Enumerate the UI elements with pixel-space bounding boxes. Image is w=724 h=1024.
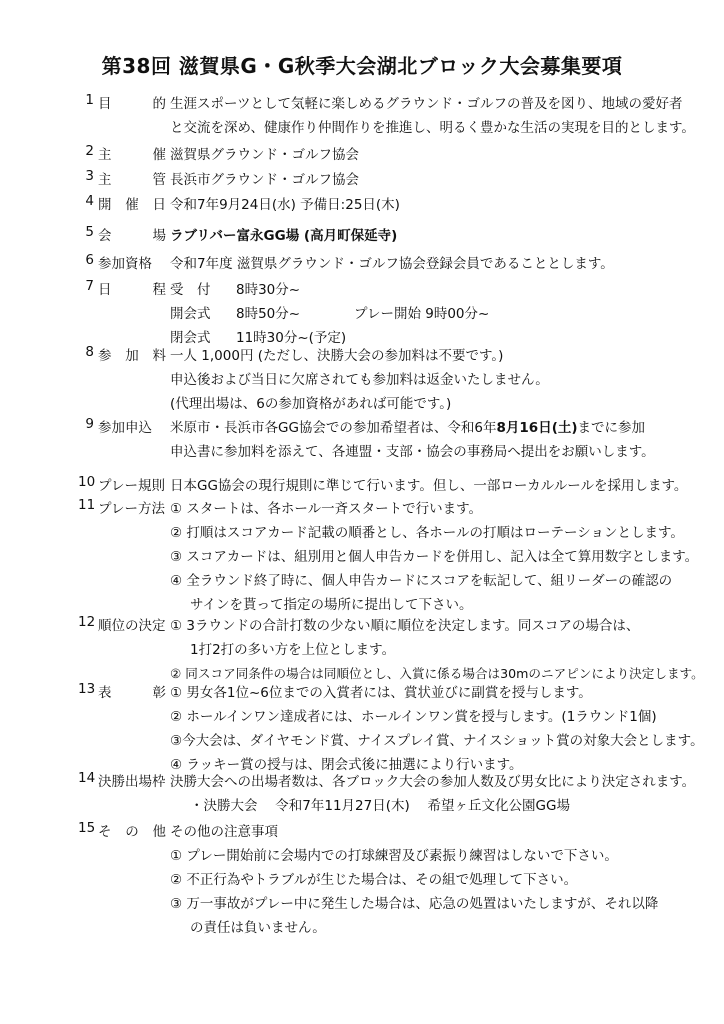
application-line: 米原市・長浜市各GG協会での参加希望者は、令和6年8月16日(土)までに参加: [170, 420, 646, 436]
section-label: 開 催 日: [98, 197, 166, 213]
section-number: 1: [85, 92, 94, 108]
purpose-line: 生涯スポーツとして気軽に楽しめるグラウンド・ゴルフの普及を図り、地域の愛好者: [170, 96, 683, 112]
section-ranking: [78, 614, 704, 686]
section-label: プレー規則: [98, 478, 165, 494]
section-purpose: [78, 92, 704, 140]
ranking-line: ① 3ラウンドの合計打数の少ない順に順位を決定します。同スコアの場合は、: [170, 618, 640, 634]
section-number: 3: [85, 168, 94, 184]
section-label: そ の 他: [98, 824, 166, 840]
final-quota-line: ・決勝大会 令和7年11月27日(木) 希望ヶ丘文化公園GG場: [190, 798, 570, 814]
section-label: 主 管: [98, 172, 166, 188]
other-line: ③ 万一事故がプレー中に発生した場合は、応急の処置はいたしますが、それ以降: [170, 896, 659, 912]
section-label: 主 催: [98, 147, 166, 163]
section-label: 会 場: [98, 228, 166, 244]
section-label: 目 的: [98, 96, 166, 112]
awards-line: ④ ラッキー賞の授与は、閉会式後に抽選により行います。: [170, 757, 523, 773]
section-label: プレー方法: [98, 501, 165, 517]
host-text: 長浜市グラウンド・ゴルフ協会: [170, 172, 359, 188]
section-number: 6: [85, 252, 94, 268]
fee-line: (代理出場は、6の参加資格があれば可能です。): [170, 396, 452, 412]
deadline-date: 8月16日(土): [496, 420, 578, 436]
fee-line: 申込後および当日に欠席されても参加料は返金いたしません。: [170, 372, 549, 388]
other-line: ① プレー開始前に会場内での打球練習及び素振り練習はしないで下さい。: [170, 848, 618, 864]
section-label: 参加申込: [98, 420, 152, 436]
section-label: 表 彰: [98, 685, 166, 701]
ranking-line: ② 同スコア同条件の場合は同順位とし、入賞に係る場合は30mのニアピンにより決定します。: [170, 666, 704, 681]
section-number: 13: [78, 681, 96, 697]
section-venue: [78, 224, 704, 248]
play-method-line: ① スタートは、各ホール一斉スタートで行います。: [170, 501, 483, 517]
section-number: 8: [85, 344, 94, 360]
section-number: 7: [85, 278, 94, 294]
venue-text: ラブリバー富永GG場 (高月町保延寺): [170, 228, 398, 244]
schedule-row: 開会式 8時50分~ プレー開始 9時00分~: [170, 306, 490, 322]
play-method-line: ② 打順はスコアカード記載の順番とし、各ホールの打順はローテーションとします。: [170, 525, 684, 541]
awards-line: ③今大会は、ダイヤモンド賞、ナイスプレイ賞、ナイスショット賞の対象大会とします。: [170, 733, 704, 749]
fee-line: 一人 1,000円 (ただし、決勝大会の参加料は不要です。): [170, 348, 504, 364]
section-host: [78, 168, 704, 192]
section-number: 4: [85, 193, 94, 209]
other-line: その他の注意事項: [170, 824, 278, 840]
section-number: 5: [85, 224, 94, 240]
awards-line: ② ホールインワン達成者には、ホールインワン賞を授与します。(1ラウンド1個): [170, 709, 657, 725]
play-method-line: ④ 全ラウンド終了時に、個人申告カードにスコアを転記して、組リーダーの確認の: [170, 573, 673, 589]
section-application: [78, 416, 704, 464]
section-label: 決勝出場枠: [98, 774, 166, 790]
awards-line: ① 男女各1位~6位までの入賞者には、賞状並びに副賞を授与します。: [170, 685, 592, 701]
section-number: 10: [78, 474, 96, 490]
section-number: 12: [78, 614, 96, 630]
eligibility-text: 令和7年度 滋賀県グラウンド・ゴルフ協会登録会員であることとします。: [170, 256, 614, 272]
other-line: ② 不正行為やトラブルが生じた場合は、その組で処理して下さい。: [170, 872, 578, 888]
section-number: 9: [85, 416, 94, 432]
section-number: 15: [78, 820, 96, 836]
schedule-row: 閉会式 11時30分~(予定): [170, 330, 347, 346]
section-organizer: [78, 143, 704, 167]
section-label: 日 程: [98, 282, 166, 298]
schedule-row: 受 付 8時30分~: [170, 282, 301, 298]
section-number: 11: [78, 497, 96, 513]
section-eligibility: [78, 252, 704, 276]
section-schedule: [78, 278, 704, 350]
play-method-line: サインを貰って指定の場所に提出して下さい。: [190, 597, 473, 613]
purpose-line: と交流を深め、健康作り仲間作りを推進し、明るく豊かな生活の実現を目的とします。: [170, 120, 695, 136]
section-play-method: [78, 497, 704, 617]
date-text: 令和7年9月24日(水) 予備日:25日(木): [170, 197, 400, 213]
section-number: 2: [85, 143, 94, 159]
section-awards: [78, 681, 704, 777]
section-number: 14: [78, 770, 96, 786]
section-play-rules: [78, 474, 704, 498]
application-line: 申込書に参加料を添えて、各連盟・支部・協会の事務局へ提出をお願いします。: [170, 444, 655, 460]
section-other: [78, 820, 704, 940]
page-title: 第38回 滋賀県G・G秋季大会湖北ブロック大会募集要項: [101, 54, 623, 78]
organizer-text: 滋賀県グラウンド・ゴルフ協会: [170, 147, 359, 163]
section-fee: [78, 344, 704, 416]
play-method-line: ③ スコアカードは、組別用と個人申告カードを併用し、記入は全て算用数字とします。: [170, 549, 699, 565]
section-label: 順位の決定: [98, 618, 166, 634]
section-final-quota: [78, 770, 704, 818]
other-line: の責任は負いません。: [190, 920, 326, 936]
final-quota-line: 決勝大会への出場者数は、各ブロック大会の参加人数及び男女比により決定されます。: [170, 774, 696, 790]
section-label: 参加資格: [98, 256, 152, 272]
ranking-line: 1打2打の多い方を上位とします。: [190, 642, 396, 658]
section-label: 参 加 料: [98, 348, 166, 364]
play-rules-text: 日本GG協会の現行規則に準じて行います。但し、一部ローカルルールを採用します。: [170, 478, 688, 494]
section-date: [78, 193, 704, 217]
